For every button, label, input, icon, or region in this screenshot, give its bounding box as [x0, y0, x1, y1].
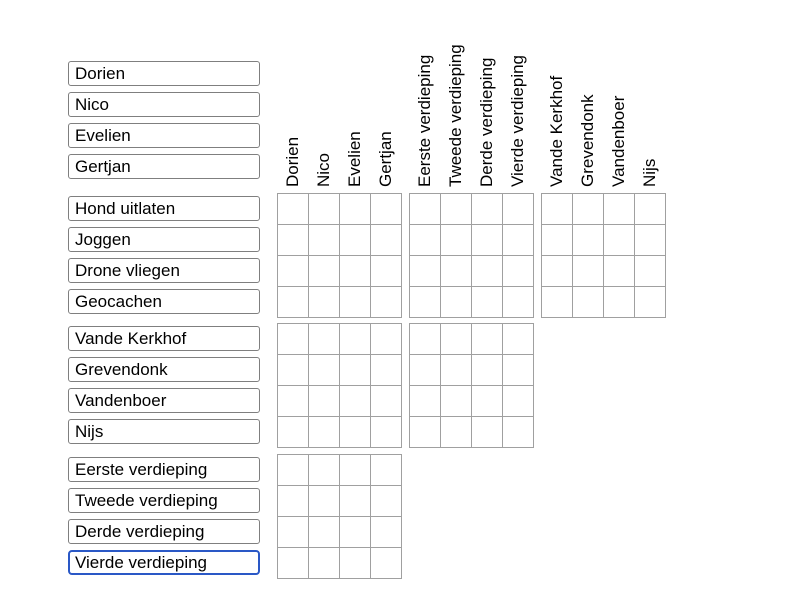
grid-cell-floors-x-names-r3-c0[interactable]	[278, 548, 309, 579]
grid-cell-floors-x-names-r1-c0[interactable]	[278, 486, 309, 517]
grid-block-activities-x-floors	[409, 193, 534, 318]
grid-cell-activities-x-floors-r2-c0[interactable]	[410, 256, 441, 287]
row-label-surnames-3[interactable]: Nijs	[68, 419, 260, 444]
grid-cell-activities-x-surnames-r0-c3[interactable]	[635, 194, 666, 225]
grid-cell-activities-x-surnames-r3-c0[interactable]	[542, 287, 573, 318]
grid-cell-floors-x-names-r1-c1[interactable]	[309, 486, 340, 517]
grid-cell-surnames-x-names-r2-c1[interactable]	[309, 386, 340, 417]
grid-cell-surnames-x-floors-r1-c1[interactable]	[441, 355, 472, 386]
grid-cell-activities-x-surnames-r1-c2[interactable]	[604, 225, 635, 256]
grid-cell-activities-x-names-r2-c2[interactable]	[340, 256, 371, 287]
grid-cell-activities-x-names-r1-c3[interactable]	[371, 225, 402, 256]
grid-cell-activities-x-surnames-r0-c2[interactable]	[604, 194, 635, 225]
grid-block-surnames-x-floors	[409, 323, 534, 448]
grid-cell-activities-x-surnames-r0-c1[interactable]	[573, 194, 604, 225]
grid-cell-activities-x-names-r1-c1[interactable]	[309, 225, 340, 256]
grid-cell-surnames-x-floors-r0-c0[interactable]	[410, 324, 441, 355]
grid-cell-activities-x-names-r1-c0[interactable]	[278, 225, 309, 256]
grid-cell-floors-x-names-r2-c1[interactable]	[309, 517, 340, 548]
col-header-floors-1: Tweede verdieping	[446, 44, 465, 187]
col-header-surnames-0: Vande Kerkhof	[547, 75, 566, 187]
grid-cell-surnames-x-floors-r3-c0[interactable]	[410, 417, 441, 448]
col-header-floors-0: Eerste verdieping	[415, 54, 434, 187]
grid-cell-activities-x-surnames-r2-c0[interactable]	[542, 256, 573, 287]
grid-cell-activities-x-names-r0-c3[interactable]	[371, 194, 402, 225]
grid-cell-floors-x-names-r0-c2[interactable]	[340, 455, 371, 486]
grid-cell-activities-x-surnames-r2-c1[interactable]	[573, 256, 604, 287]
grid-cell-floors-x-names-r2-c3[interactable]	[371, 517, 402, 548]
grid-cell-activities-x-names-r0-c0[interactable]	[278, 194, 309, 225]
col-header-names-2: Evelien	[345, 131, 364, 187]
grid-cell-surnames-x-floors-r2-c3[interactable]	[503, 386, 534, 417]
grid-cell-surnames-x-floors-r1-c3[interactable]	[503, 355, 534, 386]
grid-cell-surnames-x-names-r3-c0[interactable]	[278, 417, 309, 448]
grid-cell-surnames-x-names-r0-c2[interactable]	[340, 324, 371, 355]
grid-cell-activities-x-surnames-r1-c0[interactable]	[542, 225, 573, 256]
grid-cell-floors-x-names-r0-c0[interactable]	[278, 455, 309, 486]
grid-cell-activities-x-floors-r3-c0[interactable]	[410, 287, 441, 318]
row-label-activities-3[interactable]: Geocachen	[68, 289, 260, 314]
grid-cell-activities-x-surnames-r3-c2[interactable]	[604, 287, 635, 318]
grid-cell-activities-x-surnames-r1-c3[interactable]	[635, 225, 666, 256]
grid-cell-activities-x-surnames-r3-c3[interactable]	[635, 287, 666, 318]
col-header-surnames-1: Grevendonk	[578, 94, 597, 187]
row-label-names-1[interactable]: Nico	[68, 92, 260, 117]
grid-cell-activities-x-floors-r1-c2[interactable]	[472, 225, 503, 256]
col-header-names-1: Nico	[314, 152, 333, 187]
row-label-activities-0[interactable]: Hond uitlaten	[68, 196, 260, 221]
grid-cell-floors-x-names-r0-c3[interactable]	[371, 455, 402, 486]
grid-cell-surnames-x-names-r1-c3[interactable]	[371, 355, 402, 386]
grid-cell-surnames-x-names-r1-c0[interactable]	[278, 355, 309, 386]
row-label-surnames-1[interactable]: Grevendonk	[68, 357, 260, 382]
grid-cell-activities-x-floors-r1-c0[interactable]	[410, 225, 441, 256]
grid-cell-activities-x-names-r0-c1[interactable]	[309, 194, 340, 225]
grid-cell-surnames-x-floors-r0-c2[interactable]	[472, 324, 503, 355]
grid-cell-surnames-x-names-r2-c0[interactable]	[278, 386, 309, 417]
grid-cell-activities-x-floors-r0-c0[interactable]	[410, 194, 441, 225]
col-header-surnames-2: Vandenboer	[609, 95, 628, 187]
grid-block-floors-x-names	[277, 454, 402, 579]
grid-cell-surnames-x-floors-r2-c2[interactable]	[472, 386, 503, 417]
row-label-floors-3[interactable]: Vierde verdieping	[68, 550, 260, 575]
grid-cell-surnames-x-floors-r1-c0[interactable]	[410, 355, 441, 386]
col-header-floors-3: Vierde verdieping	[508, 55, 527, 187]
row-label-surnames-0[interactable]: Vande Kerkhof	[68, 326, 260, 351]
grid-cell-activities-x-names-r2-c1[interactable]	[309, 256, 340, 287]
grid-block-activities-x-surnames	[541, 193, 666, 318]
grid-cell-floors-x-names-r0-c1[interactable]	[309, 455, 340, 486]
grid-cell-activities-x-surnames-r3-c1[interactable]	[573, 287, 604, 318]
grid-cell-activities-x-floors-r2-c2[interactable]	[472, 256, 503, 287]
grid-cell-floors-x-names-r3-c2[interactable]	[340, 548, 371, 579]
grid-cell-surnames-x-floors-r0-c1[interactable]	[441, 324, 472, 355]
grid-cell-activities-x-floors-r0-c1[interactable]	[441, 194, 472, 225]
grid-cell-activities-x-names-r3-c0[interactable]	[278, 287, 309, 318]
row-label-names-0[interactable]: Dorien	[68, 61, 260, 86]
grid-cell-floors-x-names-r2-c2[interactable]	[340, 517, 371, 548]
grid-cell-activities-x-surnames-r2-c3[interactable]	[635, 256, 666, 287]
row-label-activities-2[interactable]: Drone vliegen	[68, 258, 260, 283]
grid-cell-activities-x-floors-r1-c3[interactable]	[503, 225, 534, 256]
grid-cell-surnames-x-names-r0-c0[interactable]	[278, 324, 309, 355]
grid-cell-surnames-x-names-r1-c2[interactable]	[340, 355, 371, 386]
grid-cell-activities-x-floors-r2-c1[interactable]	[441, 256, 472, 287]
grid-cell-activities-x-names-r2-c0[interactable]	[278, 256, 309, 287]
grid-cell-activities-x-names-r0-c2[interactable]	[340, 194, 371, 225]
row-label-floors-1[interactable]: Tweede verdieping	[68, 488, 260, 513]
row-label-names-3[interactable]: Gertjan	[68, 154, 260, 179]
grid-cell-activities-x-names-r2-c3[interactable]	[371, 256, 402, 287]
grid-cell-activities-x-names-r1-c2[interactable]	[340, 225, 371, 256]
grid-cell-surnames-x-names-r2-c3[interactable]	[371, 386, 402, 417]
grid-cell-surnames-x-floors-r3-c2[interactable]	[472, 417, 503, 448]
grid-cell-surnames-x-names-r0-c1[interactable]	[309, 324, 340, 355]
grid-cell-activities-x-floors-r3-c3[interactable]	[503, 287, 534, 318]
grid-cell-activities-x-floors-r3-c2[interactable]	[472, 287, 503, 318]
grid-cell-activities-x-names-r3-c3[interactable]	[371, 287, 402, 318]
grid-cell-surnames-x-floors-r1-c2[interactable]	[472, 355, 503, 386]
row-label-floors-2[interactable]: Derde verdieping	[68, 519, 260, 544]
col-header-names-0: Dorien	[283, 136, 302, 187]
grid-block-activities-x-names	[277, 193, 402, 318]
col-header-surnames-3: Nijs	[640, 158, 659, 187]
col-header-floors-2: Derde verdieping	[477, 57, 496, 187]
grid-cell-floors-x-names-r1-c3[interactable]	[371, 486, 402, 517]
grid-cell-activities-x-floors-r1-c1[interactable]	[441, 225, 472, 256]
grid-cell-surnames-x-names-r0-c3[interactable]	[371, 324, 402, 355]
grid-cell-floors-x-names-r2-c0[interactable]	[278, 517, 309, 548]
row-label-surnames-2[interactable]: Vandenboer	[68, 388, 260, 413]
row-label-activities-1[interactable]: Joggen	[68, 227, 260, 252]
grid-cell-floors-x-names-r3-c3[interactable]	[371, 548, 402, 579]
grid-cell-activities-x-floors-r0-c2[interactable]	[472, 194, 503, 225]
grid-cell-activities-x-surnames-r1-c1[interactable]	[573, 225, 604, 256]
grid-cell-surnames-x-floors-r3-c1[interactable]	[441, 417, 472, 448]
grid-cell-surnames-x-floors-r0-c3[interactable]	[503, 324, 534, 355]
grid-cell-surnames-x-names-r1-c1[interactable]	[309, 355, 340, 386]
grid-cell-surnames-x-floors-r2-c1[interactable]	[441, 386, 472, 417]
grid-cell-surnames-x-floors-r2-c0[interactable]	[410, 386, 441, 417]
row-label-floors-0[interactable]: Eerste verdieping	[68, 457, 260, 482]
grid-cell-activities-x-surnames-r0-c0[interactable]	[542, 194, 573, 225]
grid-cell-floors-x-names-r1-c2[interactable]	[340, 486, 371, 517]
grid-cell-activities-x-names-r3-c1[interactable]	[309, 287, 340, 318]
grid-cell-activities-x-floors-r3-c1[interactable]	[441, 287, 472, 318]
grid-cell-activities-x-names-r3-c2[interactable]	[340, 287, 371, 318]
grid-cell-surnames-x-floors-r3-c3[interactable]	[503, 417, 534, 448]
grid-cell-activities-x-surnames-r2-c2[interactable]	[604, 256, 635, 287]
grid-cell-activities-x-floors-r2-c3[interactable]	[503, 256, 534, 287]
col-header-names-3: Gertjan	[376, 131, 395, 187]
grid-cell-floors-x-names-r3-c1[interactable]	[309, 548, 340, 579]
grid-cell-surnames-x-names-r3-c1[interactable]	[309, 417, 340, 448]
grid-cell-activities-x-floors-r0-c3[interactable]	[503, 194, 534, 225]
grid-cell-surnames-x-names-r2-c2[interactable]	[340, 386, 371, 417]
grid-cell-surnames-x-names-r3-c3[interactable]	[371, 417, 402, 448]
grid-block-surnames-x-names	[277, 323, 402, 448]
row-label-names-2[interactable]: Evelien	[68, 123, 260, 148]
grid-cell-surnames-x-names-r3-c2[interactable]	[340, 417, 371, 448]
